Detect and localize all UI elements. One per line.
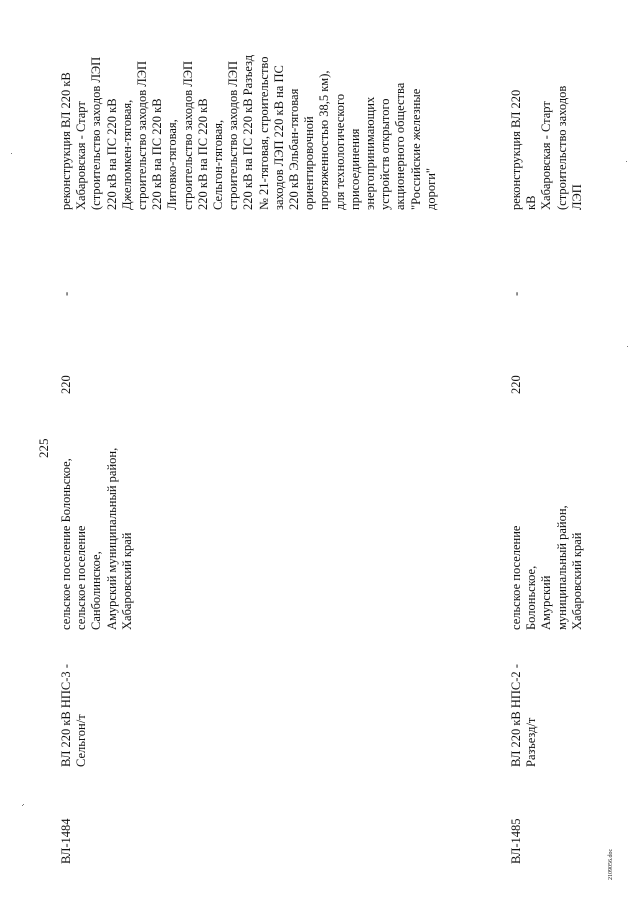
row-1-purpose: реконструкция ВЛ 220 кВ Хабаровская - Старт (строительство заходов ЛЭП 220 кВ на ПС 220 кВ Джелюмкен-тяговая, строительство заходов ЛЭП 220 кВ на ПС 220 кВ Литовко-тяговая, строительство заходов ЛЭП 220 кВ на ПС 220 кВ Сельгон-тяговая, строительство заходов ЛЭП 220 кВ на ПС 220 кВ Разъезд № 21-тяговая, строительство заходов ЛЭП 220 кВ на ПС 220 кВ Эльбан-тяговая ориентировочной протяженностью 38,5 км), для технологического присоединения энергопринимающих устройств открытого акционерного общества "Российские железные дороги": [59, 54, 438, 210]
footer-doc-ref: 2109056.doc: [608, 848, 614, 880]
scan-speck: [11, 153, 12, 154]
row-1-code: ВЛ-1484: [59, 818, 73, 864]
scan-speck: [626, 161, 627, 162]
row-1-line-name: ВЛ 220 кВ НПС-3 - Сельгон/т: [59, 664, 89, 767]
scan-speck: [627, 346, 628, 347]
row-1-voltage: 220: [59, 375, 73, 394]
scan-speck: [22, 805, 23, 806]
row-1-dash: -: [59, 291, 73, 296]
page-number: 225: [36, 438, 51, 458]
row-2-purpose: реконструкция ВЛ 220 кВ Хабаровская - Старт (строительство заходов ЛЭП: [509, 85, 584, 210]
row-2-line-name: ВЛ 220 кВ НПС-2 - Разъезд/т: [509, 664, 539, 767]
row-2-location: сельское поселение Болоньское, Амурский муниципальный район, Хабаровский край: [509, 505, 584, 630]
scan-speck: [23, 804, 24, 805]
row-2-code: ВЛ-1485: [509, 818, 523, 864]
row-1-location: сельское поселение Болоньское, сельское поселение Санболинское, Амурский муниципальный район, Хабаровский край: [59, 447, 134, 630]
row-2-voltage: 220: [509, 375, 523, 394]
row-2-dash: -: [509, 291, 523, 296]
